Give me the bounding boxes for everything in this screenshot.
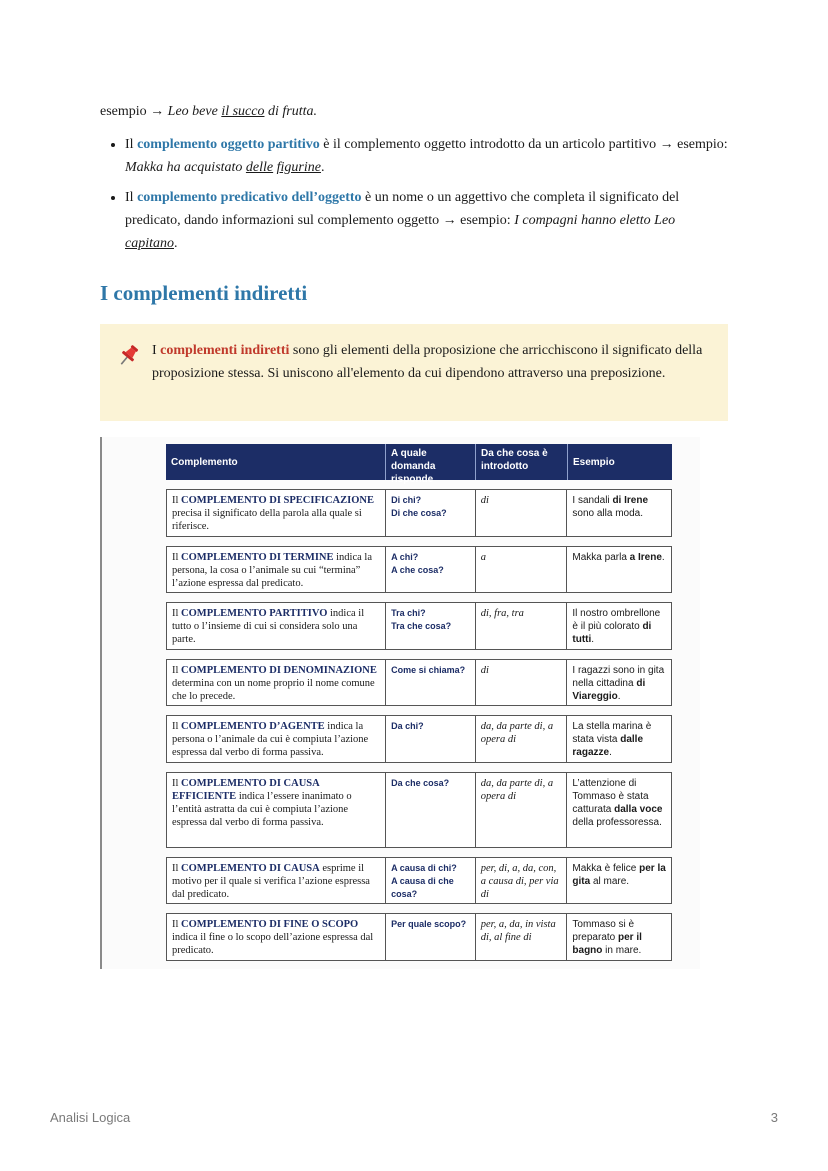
example-text: . — [661, 552, 665, 563]
cell-text: Il — [172, 665, 182, 676]
cell-text: Il — [172, 721, 182, 732]
example-highlight: dalla voce — [614, 804, 663, 815]
table-row — [166, 913, 672, 961]
header-cell: Complemento — [166, 444, 386, 480]
complement-cell — [167, 914, 386, 960]
pushpin-icon — [116, 342, 142, 368]
complement-cell — [167, 716, 386, 762]
intro-example-underlined: il succo — [221, 104, 265, 119]
example-text: Il nostro ombrellone è il più colorato — [572, 608, 661, 632]
cell-text: Il — [172, 863, 182, 874]
bullet-list — [100, 133, 728, 255]
question-cell — [386, 660, 476, 705]
complement-cell — [167, 547, 386, 592]
bullet-text: Il — [125, 137, 138, 152]
introducer-cell: per, a, da, in vista di, al fine di — [476, 914, 568, 960]
question-text: A causa di che cosa? — [391, 876, 454, 899]
complement-description: indica il tutto o l’insieme di cui si considera solo una parte. — [172, 608, 365, 645]
note-term: complementi indiretti — [160, 343, 290, 358]
question-text: Di che cosa? — [391, 508, 447, 518]
complement-name: COMPLEMENTO DI CAUSA — [181, 863, 320, 874]
question-cell — [386, 603, 476, 649]
bullet-text: Il — [125, 190, 138, 205]
question-text: A chi? — [391, 552, 419, 562]
complement-name: COMPLEMENTO DI TERMINE — [181, 552, 334, 563]
cell-text: Il — [172, 552, 182, 563]
example-text: della professoressa. — [572, 817, 662, 828]
question-cell — [386, 773, 476, 847]
bullet-example-underlined: figurine — [276, 160, 321, 175]
complement-name: COMPLEMENTO DI FINE O SCOPO — [181, 919, 359, 930]
example-highlight: dalle ragazze — [572, 734, 644, 758]
complement-name: COMPLEMENTO DI SPECIFICAZIONE — [181, 495, 374, 506]
intro-example: Leo beve — [167, 104, 222, 119]
footer-title: Analisi Logica — [50, 1110, 131, 1125]
list-item — [125, 186, 728, 255]
question-cell — [386, 914, 476, 960]
example-cell — [567, 603, 671, 649]
question-text: Per quale scopo? — [391, 919, 467, 929]
question-text: Da che cosa? — [391, 778, 450, 788]
example-text: Makka è felice — [572, 863, 640, 874]
example-highlight: a Irene — [629, 552, 662, 563]
bullet-example: I compagni hanno eletto Leo — [514, 213, 676, 228]
question-cell — [386, 716, 476, 762]
example-text: Makka parla — [572, 552, 630, 563]
table-row — [166, 602, 672, 650]
page-number: 3 — [770, 1110, 778, 1125]
list-item — [125, 133, 728, 179]
question-text: A che cosa? — [391, 565, 444, 575]
introducer-cell: da, da parte di, a opera di — [476, 773, 568, 847]
question-text: Tra chi? — [391, 608, 426, 618]
bullet-term: complemento oggetto partitivo — [137, 137, 320, 152]
example-text: . — [617, 691, 621, 702]
note-box — [100, 324, 728, 421]
bullet-example-underlined: delle — [245, 160, 274, 175]
table-row — [166, 857, 672, 904]
example-text: Tommaso si è preparato — [572, 919, 635, 943]
complements-table — [166, 444, 672, 961]
question-cell — [386, 490, 476, 536]
complement-description: indica la persona o l’animale da cui è compiuta l’azione espressa dal verbo di forma passiva. — [172, 721, 369, 758]
example-highlight: di tutti — [572, 621, 652, 645]
question-cell — [386, 547, 476, 592]
cell-text: Il — [172, 608, 182, 619]
example-text: L’attenzione di Tommaso è stata catturata — [572, 778, 649, 815]
complement-name: COMPLEMENTO PARTITIVO — [181, 608, 328, 619]
introducer-cell: di, fra, tra — [476, 603, 568, 649]
example-text: sono alla moda. — [572, 508, 644, 519]
example-text: in mare. — [602, 945, 642, 956]
cell-text: Il — [172, 919, 182, 930]
complement-description: indica l’essere inanimato o l’entità astratta da cui è compiuta l’azione espressa dal verbo di forma passiva. — [172, 791, 352, 828]
example-highlight: di Viareggio — [572, 678, 646, 702]
note-text: sono gli elementi della proposizione che arricchiscono il significato della proposizione stessa. Si uniscono all'elemento da cui dipendono attraverso una preposizione. — [152, 343, 703, 381]
note-text: I — [152, 343, 161, 358]
introducer-cell: per, di, a, da, con, a causa di, per via di — [476, 858, 568, 903]
complement-name: COMPLEMENTO DI DENOMINAZIONE — [181, 665, 377, 676]
complement-description: indica il fine o lo scopo dell’azione espressa dal predicato. — [172, 932, 374, 956]
page-footer — [50, 1110, 778, 1125]
introducer-cell: da, da parte di, a opera di — [476, 716, 568, 762]
bullet-example-underlined: capitano — [125, 236, 174, 251]
complement-description: indica la persona, la cosa o l’animale su cui “termina” l’azione espressa dal predicato. — [172, 552, 372, 589]
page-content — [100, 100, 728, 421]
cell-text: Il — [172, 495, 182, 506]
introducer-cell: di — [476, 660, 568, 705]
header-cell: Esempio — [573, 456, 615, 468]
complement-name: COMPLEMENTO DI CAUSA EFFICIENTE — [172, 778, 320, 802]
table-body — [166, 489, 672, 961]
intro-example-end: di frutta. — [264, 104, 317, 119]
example-text: . — [609, 747, 612, 758]
introducer-cell: a — [476, 547, 568, 592]
table-row — [166, 715, 672, 763]
bullet-term: complemento predicativo dell’oggetto — [137, 190, 362, 205]
example-text: La stella marina è stata vista — [572, 721, 652, 745]
section-title: I complementi indiretti — [100, 281, 308, 305]
bullet-text: . — [320, 160, 325, 175]
complement-cell — [167, 773, 386, 847]
example-cell — [567, 660, 671, 705]
complement-name: COMPLEMENTO D’AGENTE — [181, 721, 325, 732]
complement-cell — [167, 660, 386, 705]
complement-description: determina con un nome proprio il nome comune che lo precede. — [172, 678, 375, 702]
complement-cell — [167, 490, 386, 536]
header-cell: Da che cosa è introdotto — [476, 444, 568, 480]
example-text: I ragazzi sono in gita nella cittadina — [572, 665, 665, 689]
table-row — [166, 659, 672, 706]
introducer-cell: di — [476, 490, 568, 536]
example-text: al mare. — [590, 876, 630, 887]
complement-description: precisa il significato della parola alla quale si riferisce. — [172, 508, 362, 532]
question-text: A causa di chi? — [391, 863, 457, 873]
table-header — [166, 444, 672, 485]
example-cell — [567, 490, 671, 536]
table-row — [166, 546, 672, 593]
question-text: Tra che cosa? — [391, 621, 452, 631]
question-text: Di chi? — [391, 495, 422, 505]
example-cell — [567, 716, 671, 762]
intro-text: esempio → — [100, 104, 168, 119]
header-cell: A quale domanda risponde — [386, 444, 476, 480]
example-highlight: per la gita — [572, 863, 666, 887]
bullet-text: . — [174, 236, 178, 251]
scan-edge — [100, 437, 102, 969]
table-row — [166, 489, 672, 537]
bullet-text: è un nome o un aggettivo che completa il significato del predicato, dando informazioni sul complemento oggetto → esempio: — [125, 190, 680, 228]
example-highlight: per il bagno — [572, 932, 642, 956]
example-cell — [567, 914, 671, 960]
example-highlight: di Irene — [612, 495, 649, 506]
question-text: Come si chiama? — [391, 665, 466, 675]
bullet-text: è il complemento oggetto introdotto da un articolo partitivo → esempio: — [319, 137, 728, 152]
example-cell — [567, 773, 671, 847]
example-text: I sandali — [572, 495, 613, 506]
question-text: Da chi? — [391, 721, 424, 731]
example-cell — [567, 547, 671, 592]
cell-text: Il — [172, 778, 182, 789]
bullet-example: Makka ha acquistato — [125, 160, 246, 175]
scanned-table-image — [100, 437, 700, 969]
complement-cell — [167, 858, 386, 903]
question-cell — [386, 858, 476, 903]
intro-line — [100, 100, 728, 123]
example-text: . — [591, 634, 595, 645]
example-cell — [567, 858, 671, 903]
table-row — [166, 772, 672, 848]
complement-description: esprime il motivo per il quale si verifica l’azione espressa dal predicato. — [172, 863, 370, 900]
complement-cell — [167, 603, 386, 649]
